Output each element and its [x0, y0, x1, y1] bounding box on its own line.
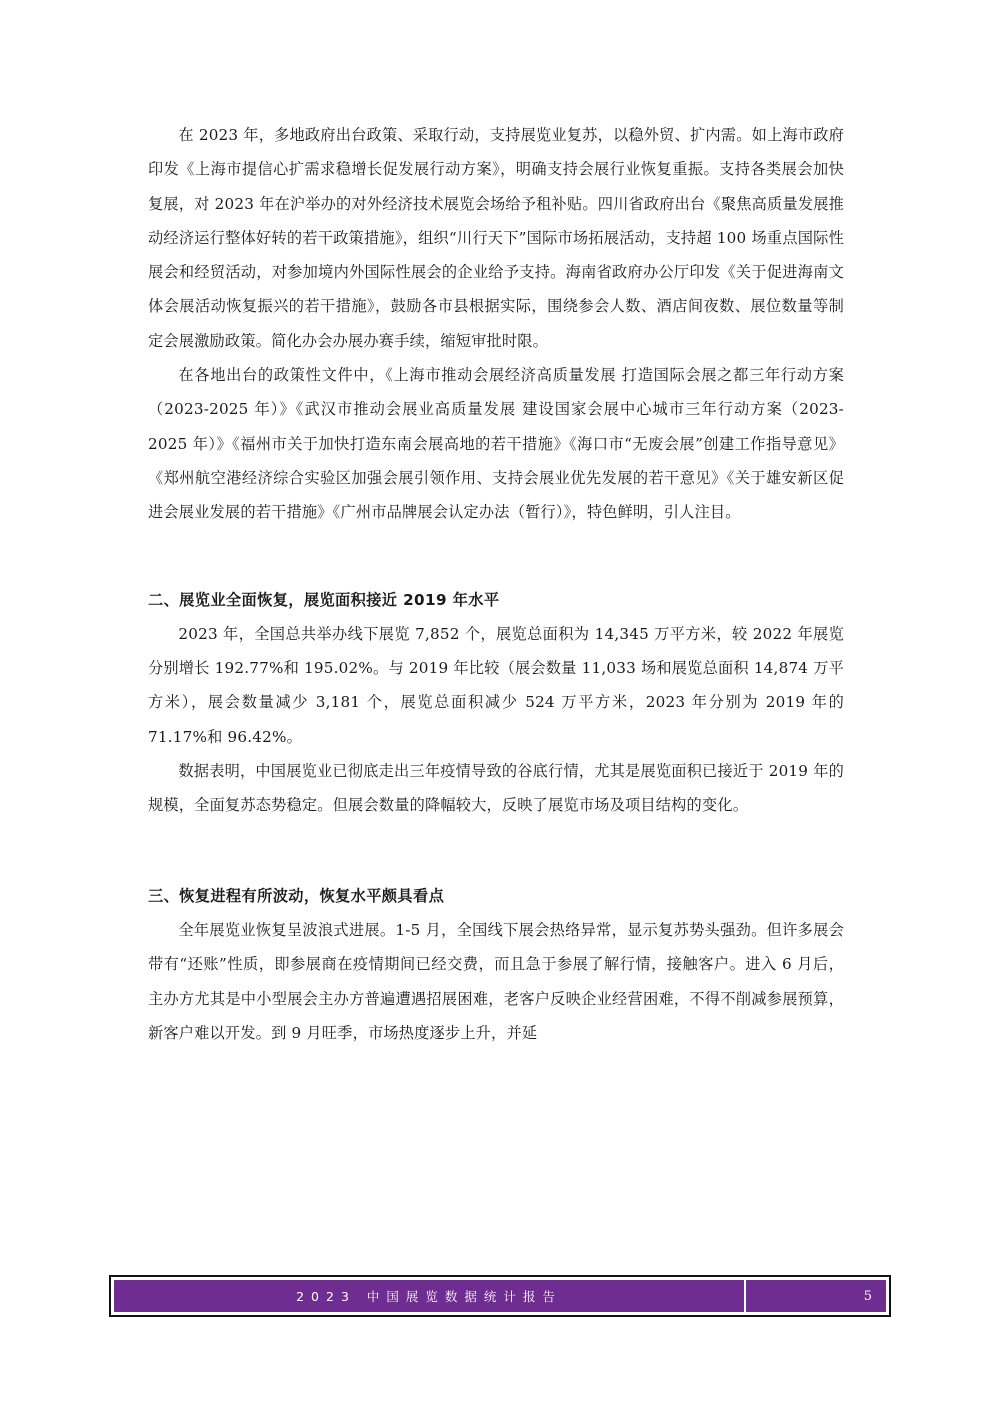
page-footer: [109, 1275, 891, 1317]
footer-report-title: 2023 中国展览数据统计报告: [114, 1280, 746, 1312]
footer-bar: [114, 1280, 886, 1312]
footer-page-number: 5: [863, 1288, 872, 1304]
document-body: [148, 118, 844, 1050]
paragraph-exhibition-statistics: 2023 年，全国总共举办线下展览 7,852 个，展览总面积为 14,345 万平方米，较 2022 年展览分别增长 192.77%和 195.02%。与 2019 年比较（展会数量 11,033 场和展览总面积 14,874 万平方米），展会数量减少 3,181 个，展览总面积减少 524 万平方米，2023 年分别为 2019 年的 71.17%和 96.42%。: [148, 624, 844, 746]
section-full-recovery: [148, 583, 844, 823]
section-recovery-fluctuation: [148, 879, 844, 1050]
section-policy: [148, 118, 844, 530]
paragraph-data-interpretation: 数据表明，中国展览业已彻底走出三年疫情导致的谷底行情，尤其是展览面积已接近于 2019 年的规模，全面复苏态势稳定。但展会数量的降幅较大，反映了展览市场及项目结构的变化。: [148, 762, 844, 815]
paragraph-recovery-progress: 全年展览业恢复呈波浪式进展。1-5 月，全国线下展会热络异常，显示复苏势头强劲。但许多展会带有“还账”性质，即参展商在疫情期间已经交费，而且急于参展了解行情，接触客户。进入 6 月后，主办方尤其是中小型展会主办方普遍遭遇招展困难，老客户反映企业经营困难，不得不削减参展预算，新客户难以开发。到 9 月旺季，市场热度逐步上升，并延: [148, 920, 844, 1042]
section-heading-full-recovery: 二、展览业全面恢复，展览面积接近 2019 年水平: [148, 590, 500, 609]
paragraph-policy-documents: 在各地出台的政策性文件中，《上海市推动会展经济高质量发展 打造国际会展之都三年行动方案（2023-2025 年）》《武汉市推动会展业高质量发展 建设国家会展中心城市三年行动方案（2023-2025 年）》《福州市关于加快打造东南会展高地的若干措施》《海口市“无废会展”创建工作指导意见》《郑州航空港经济综合实验区加强会展引领作用、支持会展业优先发展的若干意见》《关于雄安新区促进会展业发展的若干措施》《广州市品牌展会认定办法（暂行）》，特色鲜明，引人注目。: [148, 366, 844, 522]
paragraph-policy-support: 在 2023 年，多地政府出台政策、采取行动，支持展览业复苏，以稳外贸、扩内需。如上海市政府印发《上海市提信心扩需求稳增长促发展行动方案》，明确支持会展行业恢复重振。支持各类展会加快复展，对 2023 年在沪举办的对外经济技术展览会场给予租补贴。四川省政府出台《聚焦高质量发展推动经济运行整体好转的若干政策措施》，组织“川行天下”国际市场拓展活动，支持超 100 场重点国际性展会和经贸活动，对参加境内外国际性展会的企业给予支持。海南省政府办公厅印发《关于促进海南文体会展活动恢复振兴的若干措施》，鼓励各市县根据实际，围绕参会人数、酒店间夜数、展位数量等制定会展激励政策。简化办会办展办赛手续，缩短审批时限。: [148, 126, 844, 350]
section-heading-recovery-fluctuation: 三、恢复进程有所波动，恢复水平颇具看点: [148, 886, 445, 905]
